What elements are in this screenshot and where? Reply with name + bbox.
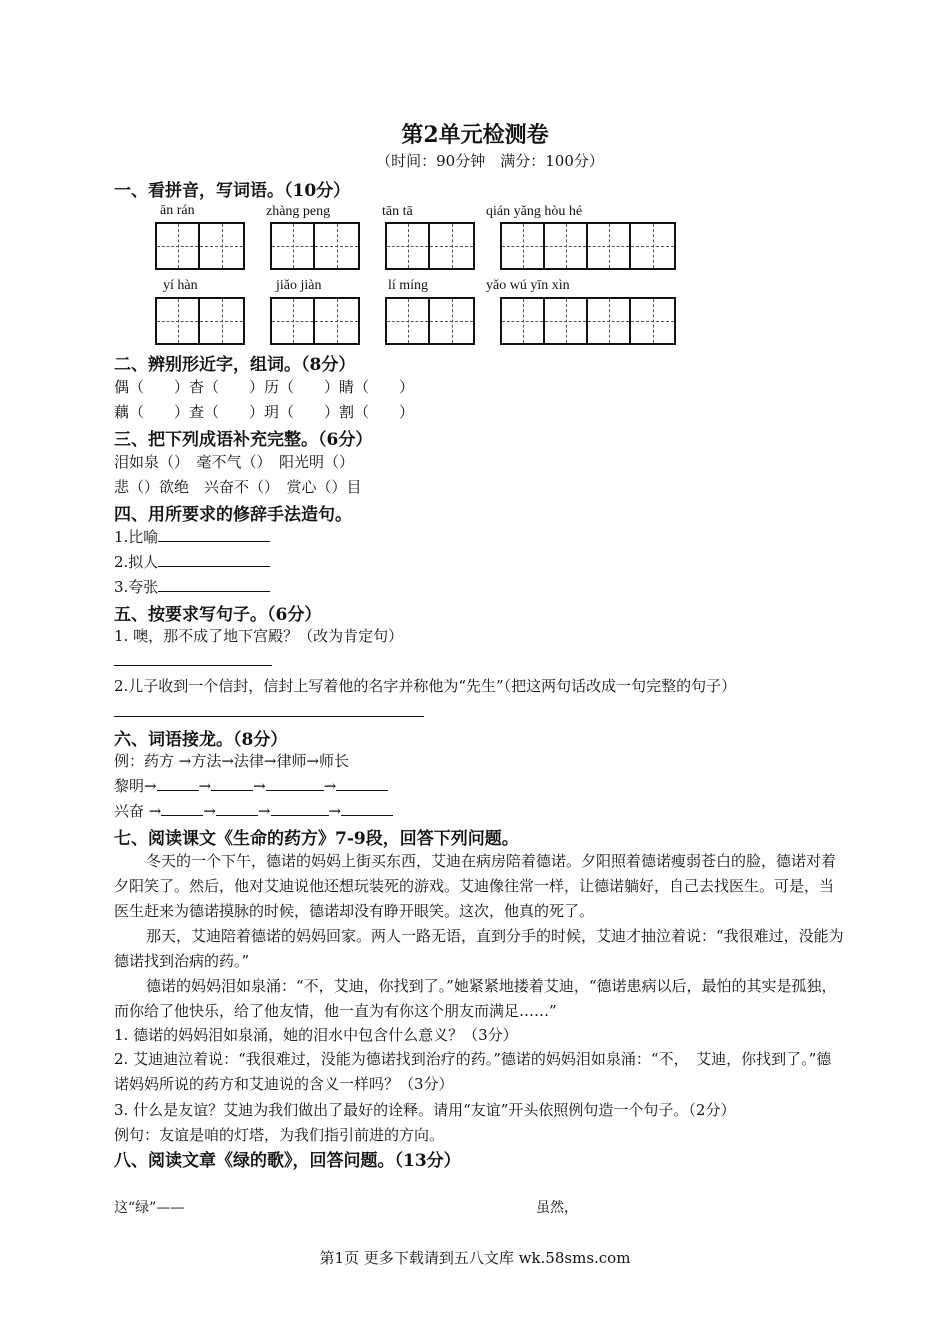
answer-line[interactable] [114, 665, 272, 666]
section-7-heading: 七、阅读课文《生命的药方》7-9段，回答下列问题。 [114, 829, 519, 849]
tian-grid-box[interactable] [500, 297, 676, 345]
page-footer: 第1页 更多下载请到五八文库 wk.58sms.com [319, 1249, 631, 1267]
sentence-question-1: 1. 噢，那不成了地下宫殿？（改为肯定句） [114, 627, 404, 645]
char-compare-line-1: 偶（ ）杳（ ）历（ ）睛（ ） [114, 378, 415, 396]
section-1-heading: 一、看拼音，写词语。（10分） [114, 181, 351, 201]
section-3-heading: 三、把下列成语补充完整。（6分） [114, 430, 373, 450]
sentence-question-2: 2.儿子收到一个信封，信封上写着他的名字并称他为“先生”（把这两句话改成一句完整的句子） [114, 677, 737, 695]
rhetoric-item: 2.拟人 [114, 551, 270, 572]
pinyin-label: ān rán [160, 203, 195, 218]
idiom-line-2: 悲（）欲绝 兴奋不（） 赏心（）目 [114, 478, 362, 496]
tian-grid-box[interactable] [385, 297, 475, 345]
tian-grid-box[interactable] [155, 297, 245, 345]
reading-question-3: 3. 什么是友谊？艾迪为我们做出了最好的诠释。请用“友谊”开头依照例句造一个句子。（2分） [114, 1101, 736, 1119]
pinyin-label: tān tā [382, 204, 413, 219]
answer-blank[interactable] [271, 801, 329, 816]
page-title: 第2单元检测卷 [401, 122, 549, 148]
pinyin-label: qián yǎng hòu hé [486, 204, 583, 219]
pinyin-label: lí míng [388, 278, 429, 293]
tian-grid-box[interactable] [270, 297, 360, 345]
answer-blank[interactable] [161, 801, 203, 816]
section-4-heading: 四、用所要求的修辞手法造句。 [114, 505, 352, 525]
word-chain-example: 例：药方 →方法→法律→律师→师长 [114, 752, 350, 770]
answer-blank[interactable] [158, 527, 270, 542]
section-5-heading: 五、按要求写句子。（6分） [114, 605, 322, 625]
poem-fragment: 这“绿”—— [114, 1200, 185, 1216]
example-sentence: 例句：友谊是咱的灯塔，为我们指引前进的方向。 [114, 1126, 445, 1144]
section-2-heading: 二、辨别形近字，组词。（8分） [114, 355, 356, 375]
answer-blank[interactable] [158, 552, 270, 567]
answer-line[interactable] [114, 716, 424, 717]
answer-blank[interactable] [157, 776, 199, 791]
answer-blank[interactable] [266, 776, 324, 791]
idiom-line-1: 泪如泉（） 毫不气（） 阳光明（） [114, 453, 355, 471]
answer-blank[interactable] [341, 801, 393, 816]
reading-paragraph: 那天，艾迪陪着德诺的妈妈回家。两人一路无语，直到分手的时候，艾迪才抽泣着说：“我很难过，没能为德诺找到治病的药。” [114, 927, 844, 970]
answer-blank[interactable] [336, 776, 388, 791]
answer-blank[interactable] [216, 801, 258, 816]
rhetoric-item: 1.比喻 [114, 526, 270, 547]
pinyin-label: yí hàn [163, 278, 198, 293]
word-chain-line-2: 兴奋 → → → → [114, 800, 393, 821]
pinyin-label: jiǎo jiàn [276, 278, 322, 293]
tian-grid-box[interactable] [500, 222, 676, 270]
answer-blank[interactable] [158, 577, 270, 592]
tian-grid-box[interactable] [385, 222, 475, 270]
page-subtitle: （时间：90分钟 满分：100分） [376, 152, 604, 170]
reading-question-1: 1. 德诺的妈妈泪如泉涌，她的泪水中包含什么意义？（3分） [114, 1026, 518, 1044]
section-8-heading: 八、阅读文章《绿的歌》，回答问题。（13分） [114, 1151, 461, 1171]
answer-blank[interactable] [211, 776, 253, 791]
reading-question-2: 2. 艾迪迪泣着说：“我很难过，没能为德诺找到治疗的药。”德诺的妈妈泪如泉涌：“不， 艾迪，你找到了。”德诺妈妈所说的药方和艾迪说的含义一样吗？（3分） [114, 1050, 832, 1093]
word-chain-line-1: 黎明→ → → → [114, 775, 388, 796]
pinyin-label: yǎo wú yīn xìn [486, 278, 570, 293]
poem-fragment: 虽然， [536, 1200, 578, 1216]
reading-paragraph: 德诺的妈妈泪如泉涌：“不，艾迪，你找到了。”她紧紧地搂着艾迪，“德诺患病以后，最怕的其实是孤独，而你给了他快乐，给了他友情，他一直为有你这个朋友而满足……” [114, 977, 837, 1020]
section-6-heading: 六、词语接龙。（8分） [114, 730, 288, 750]
reading-paragraph: 冬天的一个下午，德诺的妈妈上街买东西，艾迪在病房陪着德诺。夕阳照着德诺瘦弱苍白的脸，德诺对着夕阳笑了。然后，他对艾迪说他还想玩装死的游戏。艾迪像往常一样，让德诺躺好，自己去找医生。可是，当医生赶来为德诺摸脉的时候，德诺却没有睁开眼笑。这次，他真的死了。 [114, 852, 837, 920]
char-compare-line-2: 藕（ ）查（ ）玥（ ）割（ ） [114, 403, 415, 421]
pinyin-label: zhàng peng [266, 204, 331, 219]
rhetoric-item: 3.夸张 [114, 576, 270, 597]
tian-grid-box[interactable] [155, 222, 245, 270]
tian-grid-box[interactable] [270, 222, 360, 270]
